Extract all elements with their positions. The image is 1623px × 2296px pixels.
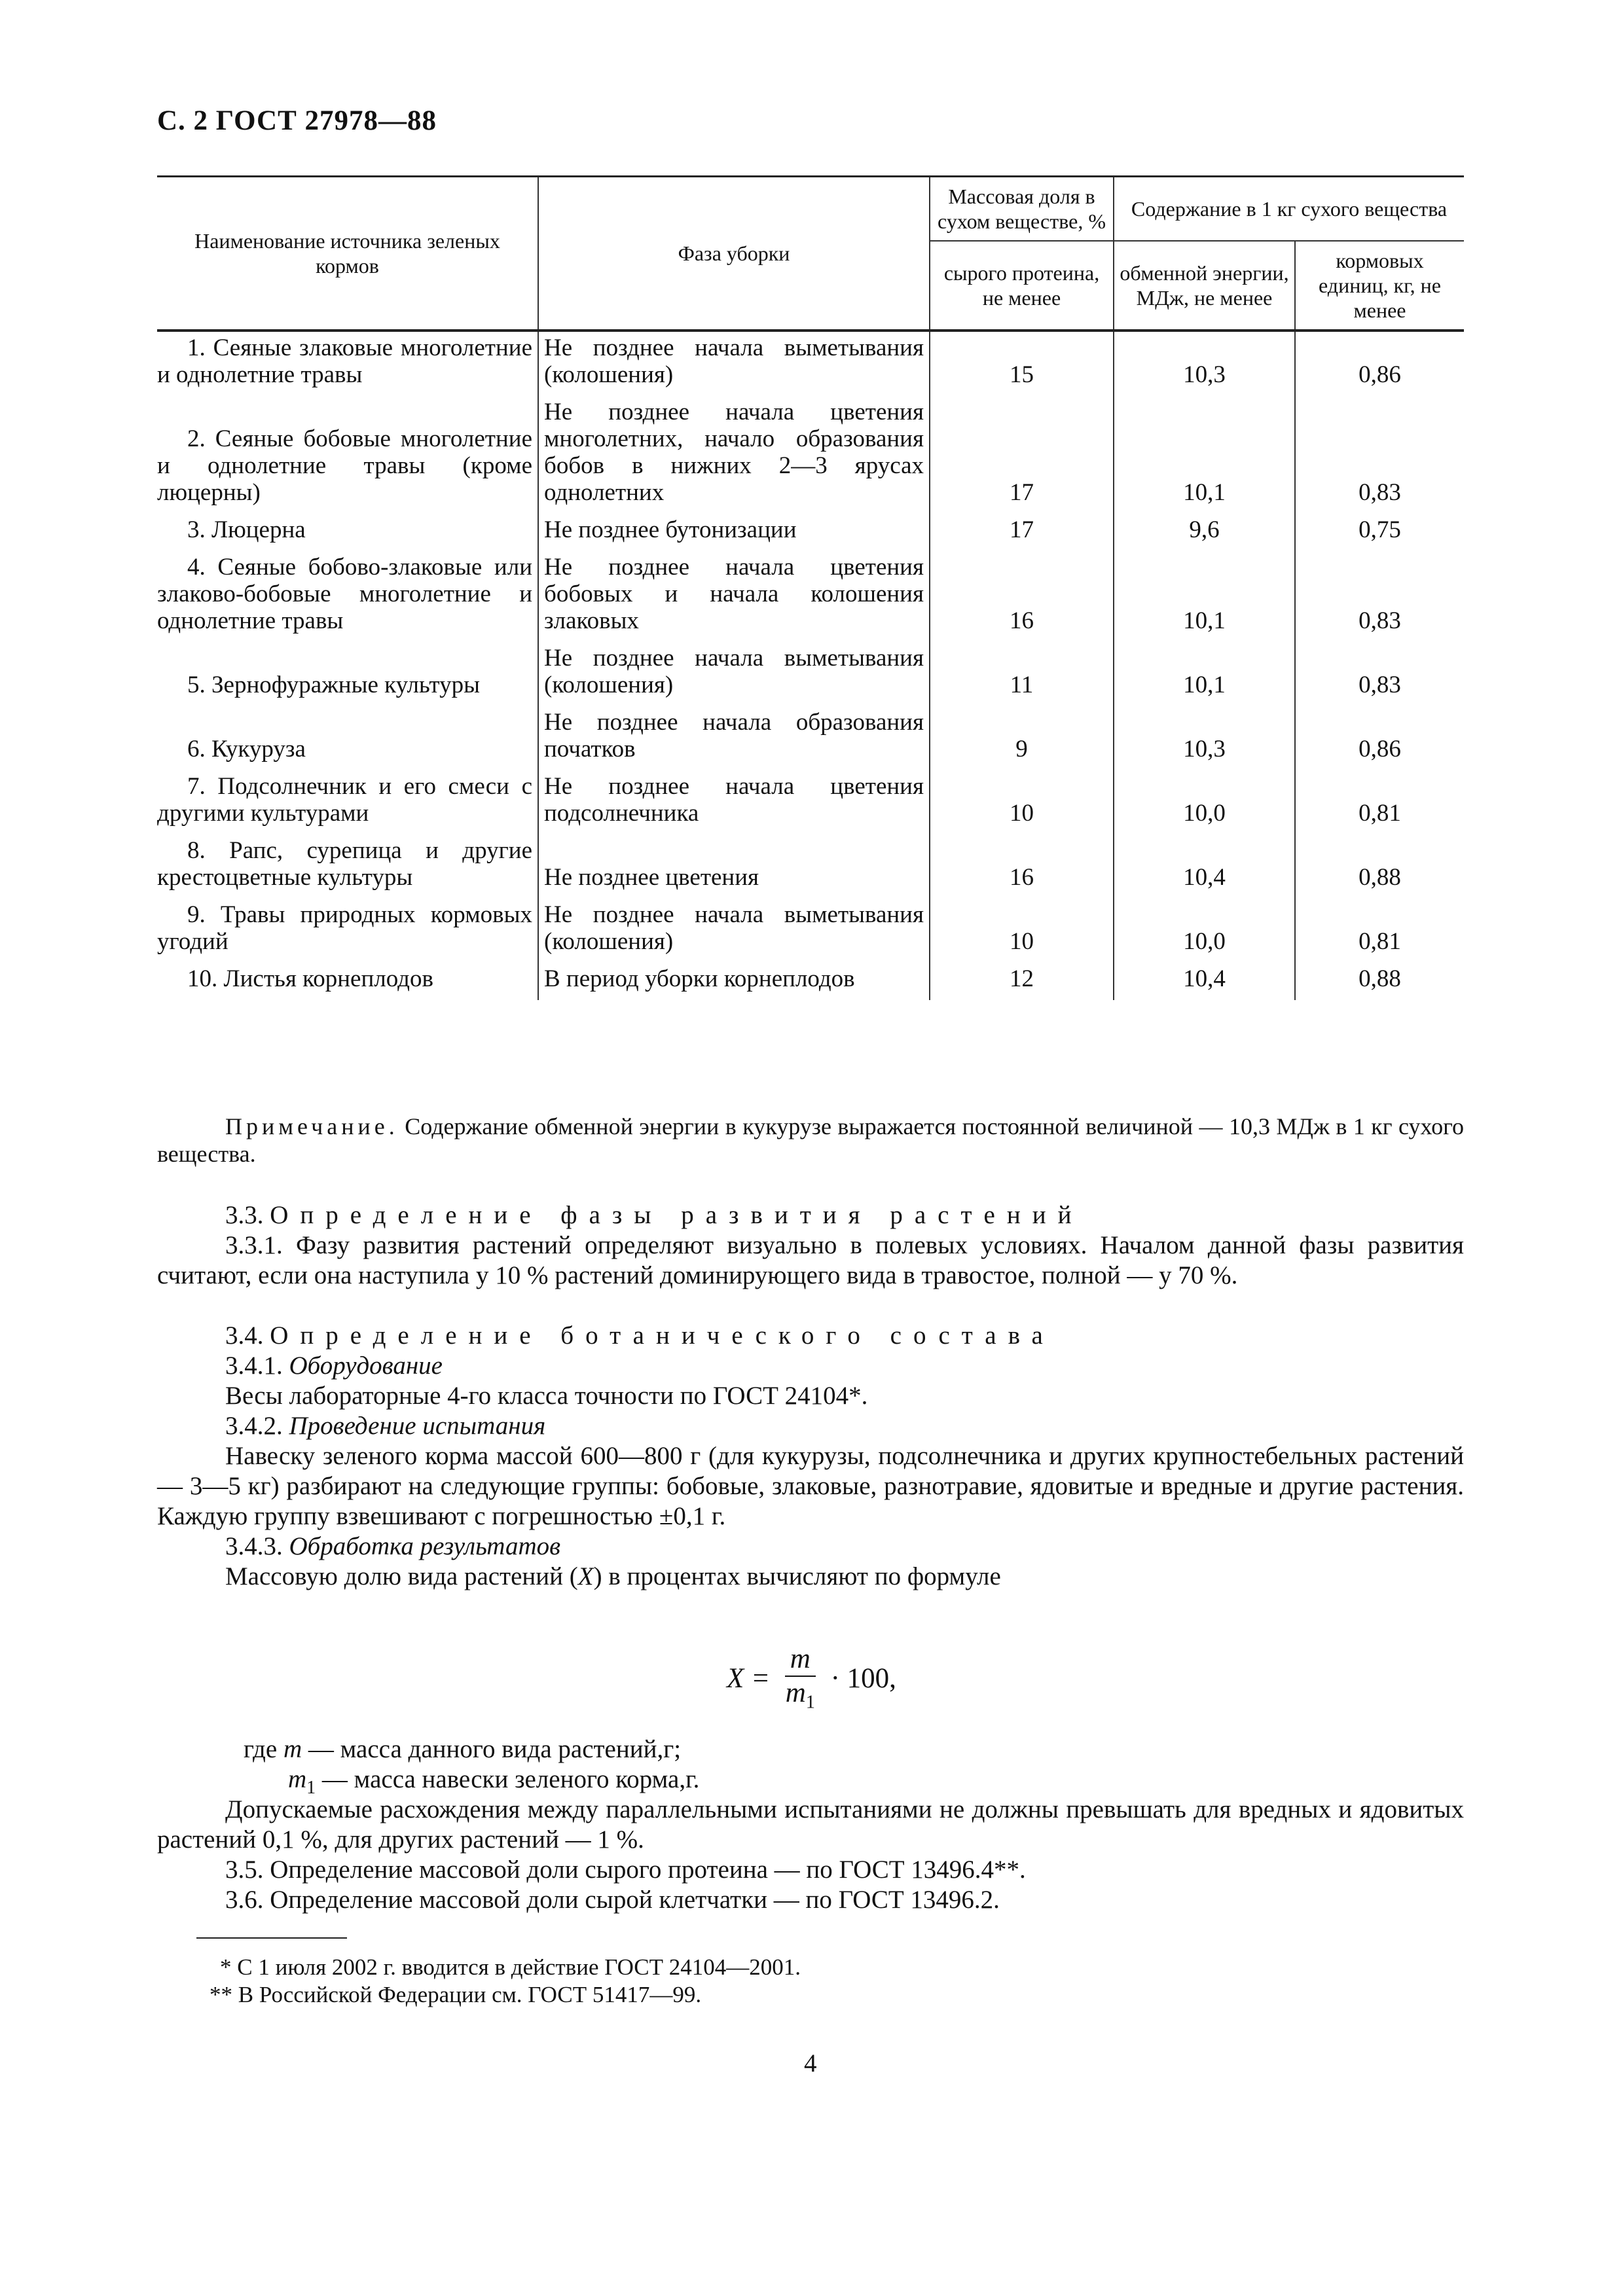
table-row	[157, 963, 1464, 1000]
note-label: Примечание.	[225, 1113, 399, 1139]
row-energy: 10,1	[1114, 642, 1295, 706]
col-header-protein: сырого протеина, не менее	[930, 241, 1114, 331]
row-energy: 9,6	[1114, 514, 1295, 551]
row-protein: 17	[930, 396, 1114, 514]
para-3-6: 3.6. Определение массовой доли сырой клетчатки — по ГОСТ 13496.2.	[225, 1886, 1000, 1914]
col-header-mass-share: Массовая доля в сухом веществе, %	[930, 177, 1114, 242]
row-protein: 9	[930, 706, 1114, 770]
row-energy: 10,1	[1114, 396, 1295, 514]
row-units: 0,81	[1295, 770, 1464, 834]
row-name: 9. Травы природных кормовых угодий	[157, 901, 532, 955]
row-phase: Не позднее начала выметывания (колошения)	[538, 899, 930, 963]
row-protein: 15	[930, 331, 1114, 396]
table-row	[157, 706, 1464, 770]
para-3-4-1: 3.4.1. Оборудование	[225, 1352, 443, 1380]
table-note	[157, 1113, 1464, 1168]
row-name: 6. Кукуруза	[187, 736, 306, 762]
page-number: 4	[804, 2049, 817, 2077]
row-protein: 10	[930, 899, 1114, 963]
row-phase: Не позднее бутонизации	[538, 514, 930, 551]
row-units: 0,88	[1295, 963, 1464, 1000]
row-units: 0,75	[1295, 514, 1464, 551]
row-name: 3. Люцерна	[187, 516, 306, 543]
row-energy: 10,0	[1114, 899, 1295, 963]
section-3-4: 3.4. Определение ботанического состава	[225, 1321, 1055, 1350]
para-tolerance: Допускаемые расхождения между параллельными испытаниями не должны превышать для вредных и ядовитых растений 0,1 %, для других растений — 1 %.	[157, 1795, 1464, 1854]
row-energy: 10,1	[1114, 551, 1295, 642]
section-3-3: 3.3. Определение фазы развития растений	[225, 1201, 1084, 1229]
col-header-phase: Фаза уборки	[538, 177, 930, 331]
row-name: 7. Подсолнечник и его смеси с другими культурами	[157, 773, 532, 827]
footnote-rule	[196, 1937, 347, 1939]
row-name: 5. Зернофуражные культуры	[187, 672, 480, 698]
row-units: 0,83	[1295, 396, 1464, 514]
para-3-4-1-text: Весы лабораторные 4-го класса точности по ГОСТ 24104*.	[225, 1382, 868, 1410]
row-protein: 11	[930, 642, 1114, 706]
row-units: 0,83	[1295, 642, 1464, 706]
section-3-3-title: Определение фазы развития растений	[270, 1201, 1084, 1229]
row-protein: 16	[930, 551, 1114, 642]
para-3-4-3: 3.4.3. Обработка результатов	[225, 1532, 561, 1560]
row-energy: 10,4	[1114, 963, 1295, 1000]
footnote-1: * С 1 июля 2002 г. вводится в действие ГОСТ 24104—2001.	[220, 1954, 801, 1980]
formula: X = $\frac{m}{m_1}$ · 100,	[727, 1643, 896, 1719]
row-protein: 17	[930, 514, 1114, 551]
row-units: 0,83	[1295, 551, 1464, 642]
row-name: 8. Рапс, сурепица и другие крестоцветные культуры	[157, 837, 532, 891]
where-m: где m — масса данного вида растений,г;	[244, 1735, 682, 1763]
row-energy: 10,3	[1114, 706, 1295, 770]
col-header-name: Наименование источника зеленых кормов	[157, 177, 538, 331]
table-row	[157, 770, 1464, 834]
row-name: 10. Листья корнеплодов	[187, 965, 433, 992]
para-3-4-2-text: Навеску зеленого корма массой 600—800 г (для кукурузы, подсолнечника и других крупностебельных растений — 3—5 кг) разбирают на следующие группы: бобовые, злаковые, разнотравие, ядовитые и вредные и другие растения. Каждую группу взвешивают с погрешностью ±0,1 г.	[157, 1442, 1464, 1530]
fraction: $\frac{m}{m_1}$	[785, 1643, 815, 1713]
row-units: 0,86	[1295, 331, 1464, 396]
row-phase: Не позднее начала образования початков	[538, 706, 930, 770]
col-header-content: Содержание в 1 кг сухого вещества	[1114, 177, 1464, 242]
row-name: 1. Сеяные злаковые многолетние и однолетние травы	[157, 334, 532, 388]
table-row	[157, 642, 1464, 706]
row-units: 0,88	[1295, 834, 1464, 899]
row-energy: 10,4	[1114, 834, 1295, 899]
row-units: 0,86	[1295, 706, 1464, 770]
row-phase: Не позднее начала цветения бобовых и начала колошения злаковых	[538, 551, 930, 642]
row-protein: 16	[930, 834, 1114, 899]
row-phase: Не позднее начала цветения подсолнечника	[538, 770, 930, 834]
where-m1: $m_1$ — масса навески зеленого корма,г.	[288, 1765, 700, 1798]
row-phase: Не позднее цветения	[538, 834, 930, 899]
table-row	[157, 899, 1464, 963]
note-text: Содержание обменной энергии в кукурузе выражается постоянной величиной — 10,3 МДж в 1 кг сухого вещества.	[157, 1113, 1465, 1167]
col-header-energy: обменной энергии, МДж, не менее	[1114, 241, 1295, 331]
row-name: 4. Сеяные бобово-злаковые или злаково-бобовые многолетние и однолетние травы	[157, 554, 532, 634]
row-phase: Не позднее начала цветения многолетних, начало образования бобов в нижних 2—3 ярусах однолетних	[538, 396, 930, 514]
row-energy: 10,0	[1114, 770, 1295, 834]
table-row	[157, 834, 1464, 899]
row-protein: 10	[930, 770, 1114, 834]
table-row	[157, 331, 1464, 396]
row-name: 2. Сеяные бобовые многолетние и однолетние травы (кроме люцерны)	[157, 425, 532, 506]
row-phase: Не позднее начала выметывания (колошения)	[538, 331, 930, 396]
para-3-4-3-text: Массовую долю вида растений (X) в процентах вычисляют по формуле	[225, 1562, 1001, 1590]
col-header-units: кормовых единиц, кг, не менее	[1295, 241, 1464, 331]
para-3-5: 3.5. Определение массовой доли сырого протеина — по ГОСТ 13496.4**.	[225, 1856, 1026, 1884]
table-row	[157, 514, 1464, 551]
row-phase: Не позднее начала выметывания (колошения)	[538, 642, 930, 706]
para-3-3-1: 3.3.1. Фазу развития растений определяют визуально в полевых условиях. Началом данной фазы развития считают, если она наступила у 10 % растений доминирующего вида в травостое, полной — у 70 %.	[157, 1231, 1464, 1289]
section-3-4-title: Определение ботанического состава	[270, 1321, 1055, 1350]
table-row	[157, 396, 1464, 514]
page-header: С. 2 ГОСТ 27978—88	[157, 105, 437, 136]
row-units: 0,81	[1295, 899, 1464, 963]
row-protein: 12	[930, 963, 1114, 1000]
row-energy: 10,3	[1114, 331, 1295, 396]
para-3-4-2: 3.4.2. Проведение испытания	[225, 1412, 546, 1440]
row-phase: В период уборки корнеплодов	[538, 963, 930, 1000]
footnote-2: ** В Российской Федерации см. ГОСТ 51417—99.	[210, 1982, 702, 2007]
feed-table	[157, 175, 1464, 1000]
table-row	[157, 551, 1464, 642]
